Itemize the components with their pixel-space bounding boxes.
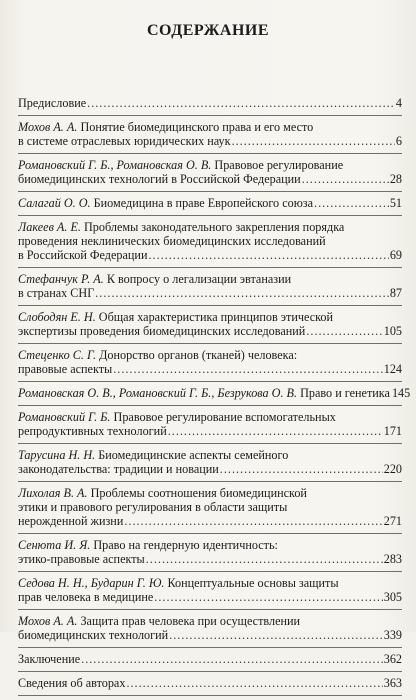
- page-title: СОДЕРЖАНИЕ: [146, 22, 270, 39]
- toc-entry-title-text: этики и правового регулирования в области защиты: [18, 500, 288, 514]
- toc-entry-page-number: 87: [389, 286, 402, 300]
- toc-entry-author: Тарусина Н. Н.: [18, 448, 96, 462]
- toc-entry-title-text: в странах СНГ: [18, 286, 95, 300]
- toc-entry-author: Стеценко С. Г.: [18, 348, 97, 362]
- toc-entry-title-text: правовые аспекты: [18, 362, 113, 376]
- dot-leader: [148, 248, 388, 262]
- toc-entry-title-text: Сведения об авторах: [18, 676, 126, 690]
- toc-entry-last-line: [18, 286, 402, 300]
- toc-entry-title-text: биомедицинских технологий в Российской Федерации: [18, 172, 301, 186]
- toc-entry-page-number: 28: [389, 172, 402, 186]
- toc-entry-page-number: 363: [383, 676, 402, 690]
- toc-entry: [18, 158, 402, 192]
- toc-entry-page-number: 6: [395, 134, 402, 148]
- toc-entry-page-number: 4: [395, 96, 402, 110]
- toc-entry: [18, 120, 402, 154]
- toc-entry-author: Романовский Г. Б.: [18, 410, 111, 424]
- toc-entry-title-text: законодательства: традиции и новации: [18, 462, 219, 476]
- toc-entry-title-text: проведения неклинических биомедицинских исследований: [18, 234, 326, 248]
- toc-entry-title-line: [18, 120, 402, 134]
- toc-entry-last-line: [18, 676, 402, 690]
- toc-entry-last-line: [18, 196, 402, 210]
- toc-entry-title-line: [18, 576, 402, 590]
- toc-entry-author: Седова Н. Н., Бударин Г. Ю.: [18, 576, 165, 590]
- toc-entry-page-number: 283: [383, 552, 402, 566]
- toc-entry-title-text: Правовое регулирование: [214, 158, 344, 172]
- toc-entry-author: Мохов А. А.: [18, 120, 78, 134]
- dot-leader: [302, 172, 389, 186]
- dot-leader: [81, 652, 383, 666]
- toc-entry-page-number: 305: [383, 590, 402, 604]
- toc-entry-page-number: 339: [383, 628, 402, 642]
- toc-entry-title-text: Предисловие: [18, 96, 87, 110]
- toc-entry: [18, 96, 402, 116]
- toc-entry-title-text: нерожденной жизни: [18, 514, 124, 528]
- toc-entry-title-text: Правовое регулирование вспомогательных: [113, 410, 336, 424]
- toc-entry-title-text: Защита прав человека при осуществлении: [80, 614, 301, 628]
- toc-entry-page-number: 171: [383, 424, 402, 438]
- toc-entry-author: Стефанчук Р. А.: [18, 272, 104, 286]
- toc-entry-title-text: в Российской Федерации: [18, 248, 148, 262]
- toc-entry-last-line: [18, 552, 402, 566]
- toc-entry-title-text: Проблемы соотношения биомедицинской: [90, 486, 307, 500]
- toc-entry-last-line: [18, 324, 402, 338]
- dot-leader: [146, 552, 383, 566]
- toc-entry-title-text: в системе отраслевых юридических наук: [18, 134, 231, 148]
- table-of-contents: [18, 96, 411, 700]
- toc-entry-page-number: 271: [383, 514, 402, 528]
- dot-leader: [126, 676, 382, 690]
- toc-entry: [18, 272, 402, 306]
- toc-entry-title-text: Проблемы законодательного закрепления порядка: [83, 220, 345, 234]
- toc-entry-title-text: этико-правовые аспекты: [18, 552, 145, 566]
- toc-entry-title-text: Понятие биомедицинского права и его место: [80, 120, 314, 134]
- toc-entry-last-line: [18, 172, 402, 186]
- toc-entry-page-number: 124: [383, 362, 402, 376]
- toc-entry-page-number: 362: [383, 652, 402, 666]
- toc-entry: [18, 348, 402, 382]
- toc-entry-title-text: Концептуальные основы защиты: [167, 576, 339, 590]
- toc-entry-author: Романовская О. В., Романовский Г. Б., Безрукова О. В.: [18, 386, 298, 400]
- toc-entry-title-line: [18, 272, 402, 286]
- toc-entry-last-line: [18, 96, 402, 110]
- dot-leader: [124, 514, 382, 528]
- toc-entry-author: Романовский Г. Б., Романовская О. В.: [18, 158, 212, 172]
- toc-entry-title-text: Заключение: [18, 652, 81, 666]
- toc-entry-title-text: Право и генетика: [300, 386, 390, 400]
- toc-entry-title-line: [18, 500, 402, 514]
- toc-entry-title-line: [18, 234, 402, 248]
- toc-entry-title-line: [18, 220, 402, 234]
- dot-leader: [232, 134, 395, 148]
- toc-entry-title-line: [18, 310, 402, 324]
- dot-leader: [314, 196, 389, 210]
- dot-leader: [95, 286, 389, 300]
- toc-entry: [18, 576, 402, 610]
- toc-entry-page-number: 145: [391, 386, 411, 400]
- toc-entry-title-text: Биомедицина в праве Европейского союза: [93, 196, 314, 210]
- toc-entry-last-line: [18, 248, 402, 262]
- toc-entry-title-text: биомедицинских технологий: [18, 628, 169, 642]
- toc-entry-title-line: [18, 538, 402, 552]
- toc-entry: [18, 386, 411, 406]
- toc-entry: [18, 486, 402, 534]
- toc-entry-author: Лихолая В. А.: [18, 486, 88, 500]
- toc-entry-title-line: [18, 614, 402, 628]
- toc-entry-last-line: [18, 424, 402, 438]
- toc-entry-title-line: [18, 448, 402, 462]
- toc-entry-author: Мохов А. А.: [18, 614, 78, 628]
- toc-entry-last-line: [18, 590, 402, 604]
- toc-entry-page-number: 51: [389, 196, 402, 210]
- toc-entry-page-number: 220: [383, 462, 402, 476]
- toc-entry: [18, 196, 402, 216]
- dot-leader: [220, 462, 383, 476]
- toc-entry-title-text: репродуктивных технологий: [18, 424, 167, 438]
- toc-entry-title-text: экспертизы проведения биомедицинских исследований: [18, 324, 306, 338]
- toc-entry-page-number: 69: [389, 248, 402, 262]
- toc-entry: [18, 652, 402, 672]
- toc-entry-title-text: Общая характеристика принципов этической: [98, 310, 334, 324]
- toc-entry-last-line: [18, 134, 402, 148]
- toc-entry: [18, 310, 402, 344]
- toc-entry-title-line: [18, 348, 402, 362]
- toc-entry: [18, 448, 402, 482]
- toc-entry-author: Салагай О. О.: [18, 196, 91, 210]
- dot-leader: [87, 96, 395, 110]
- toc-entry: [18, 676, 402, 696]
- dot-leader: [168, 424, 383, 438]
- dot-leader: [306, 324, 382, 338]
- toc-entry-last-line: [18, 514, 402, 528]
- toc-entry-last-line: [18, 652, 402, 666]
- toc-entry: [18, 410, 402, 444]
- toc-entry-last-line: [18, 628, 402, 642]
- toc-entry-title-line: [18, 158, 402, 172]
- toc-entry-last-line: [18, 386, 411, 400]
- toc-entry-author: Слободян Е. Н.: [18, 310, 96, 324]
- toc-entry-title-text: К вопросу о легализации эвтаназии: [106, 272, 292, 286]
- toc-entry-title-text: прав человека в медицине: [18, 590, 154, 604]
- toc-entry-last-line: [18, 462, 402, 476]
- toc-entry-title-text: Биомедицинские аспекты семейного: [98, 448, 289, 462]
- toc-entry-title-text: Право на гендерную идентичность:: [93, 538, 278, 552]
- toc-entry-title-line: [18, 410, 402, 424]
- toc-entry: [18, 220, 402, 268]
- toc-entry: [18, 538, 402, 572]
- toc-entry-author: Лакеев А. Е.: [18, 220, 81, 234]
- dot-leader: [169, 628, 383, 642]
- toc-entry-title-text: Донорство органов (тканей) человека:: [99, 348, 298, 362]
- toc-entry-title-line: [18, 486, 402, 500]
- toc-entry-page-number: 105: [383, 324, 402, 338]
- toc-entry-last-line: [18, 362, 402, 376]
- dot-leader: [154, 590, 382, 604]
- toc-entry: [18, 614, 402, 648]
- dot-leader: [113, 362, 383, 376]
- toc-entry-author: Сенюта И. Я.: [18, 538, 91, 552]
